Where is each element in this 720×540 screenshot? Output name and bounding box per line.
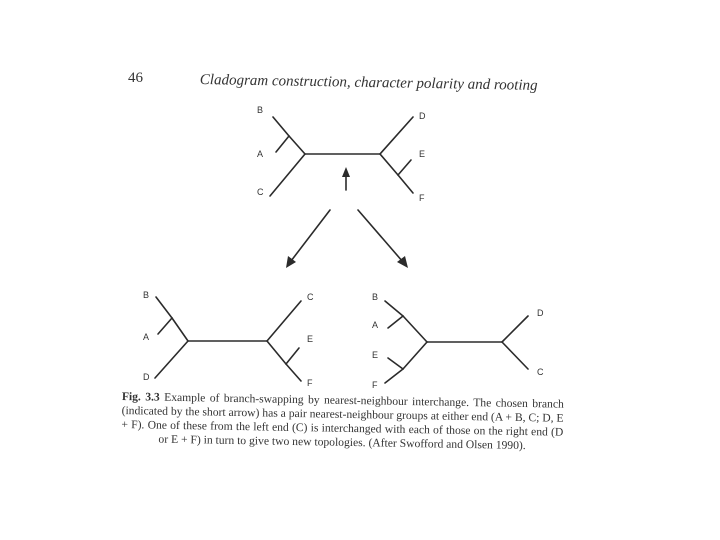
top-tree <box>270 117 413 196</box>
top-label-f: F <box>419 193 425 203</box>
caption-label: Fig. 3.3 <box>121 390 160 404</box>
left-branch-b <box>156 297 172 318</box>
top-label-d: D <box>419 111 426 121</box>
left-branch-e <box>286 348 299 364</box>
left-label-a: A <box>143 332 150 342</box>
left-label-e: E <box>307 334 314 344</box>
right-branch-e <box>388 358 403 369</box>
top-label-e: E <box>419 149 426 159</box>
left-branch-ef <box>267 341 286 364</box>
left-branch-f <box>286 364 301 381</box>
right-label-e: E <box>372 350 379 360</box>
top-branch-e <box>398 160 411 175</box>
left-branch-d <box>155 341 188 378</box>
short-arrow-head <box>342 167 350 177</box>
left-label-c: C <box>307 292 314 302</box>
top-branch-f <box>398 175 413 193</box>
top-branch-d <box>380 117 413 154</box>
left-label-d: D <box>143 372 150 382</box>
right-label-b: B <box>372 292 379 302</box>
left-branch-a <box>158 318 172 334</box>
right-branch-a <box>388 316 403 328</box>
right-label-a: A <box>372 320 379 330</box>
top-branch-ef <box>380 154 398 175</box>
figure-caption <box>121 390 564 454</box>
top-branch-b <box>273 117 289 136</box>
left-label-b: B <box>143 290 150 300</box>
left-branch-ab <box>172 318 188 341</box>
right-diagonal-arrow <box>358 210 403 262</box>
right-tree <box>385 301 528 383</box>
right-branch-f <box>385 369 403 383</box>
top-branch-a <box>276 136 289 152</box>
left-diagonal-arrowhead <box>286 256 296 268</box>
left-label-f: F <box>307 378 313 388</box>
right-label-d: D <box>537 308 544 318</box>
right-label-c: C <box>537 367 544 377</box>
right-branch-d <box>502 316 528 342</box>
top-branch-ab <box>289 136 305 154</box>
left-branch-c <box>267 301 301 341</box>
right-branch-c <box>502 342 528 369</box>
left-tree <box>155 297 301 381</box>
right-branch-ab <box>403 316 427 342</box>
right-label-f: F <box>372 380 378 390</box>
caption-text: Example of branch-swapping by nearest-neighbour interchange. The chosen branch (indicated by the short arrow) has a pair nearest-neighbour groups at either end (A + B, C; D, E + F). One of these from the left end (C) is interchanged with each of those on the right end (D or E + F) in turn to give two new topologies. (After Swofford and Olsen 1990). <box>121 390 564 453</box>
right-branch-ef <box>403 342 427 369</box>
left-diagonal-arrow <box>291 210 330 261</box>
right-branch-b <box>385 301 403 316</box>
top-branch-c <box>270 154 305 196</box>
top-label-c: C <box>257 187 264 197</box>
top-label-b: B <box>257 105 264 115</box>
page-number: 46 <box>128 70 143 86</box>
top-label-a: A <box>257 149 264 159</box>
running-title: Cladogram construction, character polarity and rooting <box>199 72 538 94</box>
